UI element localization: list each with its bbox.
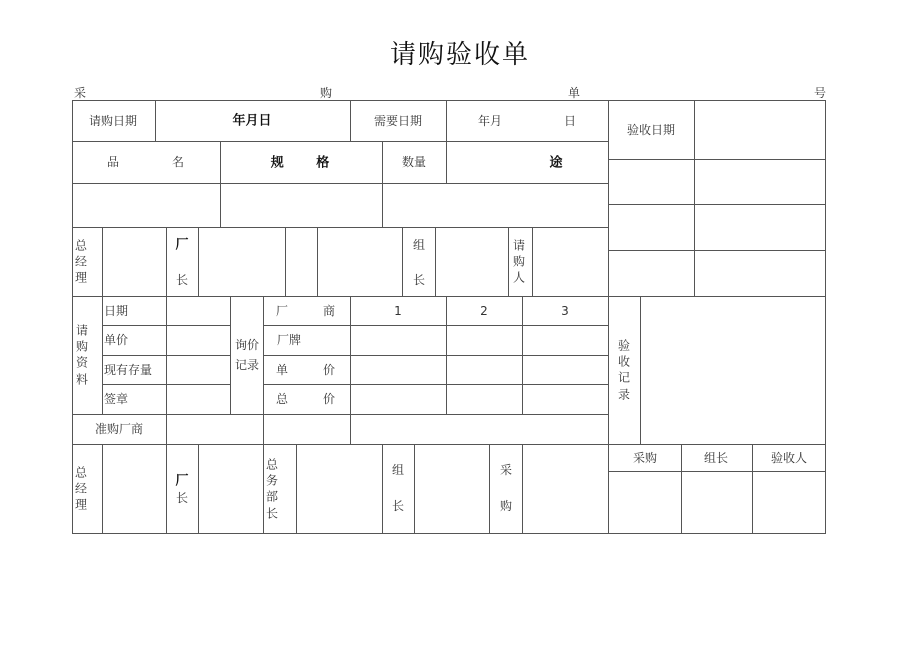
inquiry-side-label-1: 询价 [234,338,260,352]
vendor-column-3: 3 [561,304,569,318]
request-info-side-label: 请购资料 [75,323,88,387]
required-date-year-month[interactable]: 年月 [477,114,503,128]
request-date-label: 请购日期 [88,114,138,128]
group-leader-2-label-1: 组 [391,463,405,477]
vendor-label-1: 厂 [275,304,289,318]
required-date-day[interactable]: 日 [563,114,577,128]
item-name-label-pin: 品 [106,155,120,169]
factory-head-label-2b: 长 [175,491,189,505]
acceptance-inspector-label: 验收人 [770,451,808,465]
acceptance-group-leader-label: 组长 [703,451,729,465]
specification-label: 规 格 [270,155,330,171]
requester-label: 请购人 [512,238,525,286]
req-unit-price-label: 单价 [104,333,129,347]
general-affairs-head-label: 总务部长 [265,457,278,521]
factory-head-label-2: 长 [175,273,189,287]
inquiry-side-label-2: 记录 [234,358,260,372]
factory-head-label-1: 厂 [175,237,189,253]
approved-vendor-label: 准购厂商 [94,422,144,436]
general-manager-label-2: 总经理 [74,465,87,513]
purchasing-label-2: 购 [499,499,513,513]
item-name-label-ming: 名 [171,155,185,169]
page-title: 请购验收单 [389,40,530,70]
vendor-column-2: 2 [480,304,488,318]
brand-label: 厂牌 [276,333,302,347]
group-leader-label-1: 组 [412,238,426,252]
group-leader-label-2: 长 [412,273,426,287]
required-date-label: 需要日期 [373,114,423,128]
acceptance-purchase-label: 采购 [632,451,658,465]
factory-head-label-2a: 厂 [175,473,189,489]
inquiry-total-price-2: 价 [322,392,336,406]
quantity-label: 数量 [401,155,427,169]
vendor-column-1: 1 [394,304,402,318]
group-leader-2-label-2: 长 [391,499,405,513]
inquiry-unit-price-2: 价 [322,363,336,377]
purchasing-label-1: 采 [499,463,513,477]
req-stamp-label: 签章 [104,392,129,406]
header-char-3: 单 [568,86,581,100]
header-char-2: 购 [320,86,333,100]
header-char-4: 号 [814,86,827,100]
inquiry-unit-price-1: 单 [275,363,289,377]
inquiry-total-price-1: 总 [275,392,289,406]
request-date-value[interactable]: 年月日 [232,113,272,129]
acceptance-date-label: 验收日期 [626,123,676,137]
general-manager-label: 总经理 [74,238,87,286]
vendor-label-2: 商 [322,304,336,318]
purpose-label: 途 [549,155,563,171]
acceptance-record-label: 验收记录 [617,338,630,402]
req-stock-label: 现有存量 [104,363,153,377]
req-date-label: 日期 [104,304,129,318]
header-char-1: 采 [74,86,87,100]
